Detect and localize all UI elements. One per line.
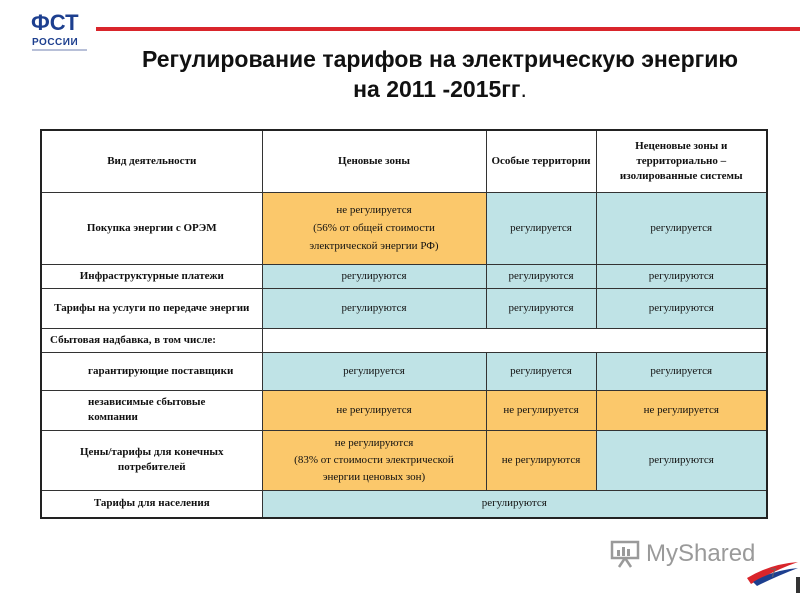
cell-guarantee-special: регулируется [486,352,596,390]
cell-independent-special: не регулируется [486,390,596,430]
table-header-row [41,130,767,192]
cell-infra-nonprice: регулируются [596,264,767,288]
cell-transfer-nonprice: регулируются [596,288,767,328]
cell-population-all: регулируются [262,490,767,518]
header-non-price-zones: Неценовые зоны и территориально – изолированные системы [596,130,767,192]
row-label-guarantee: гарантирующие поставщики [41,352,262,390]
row-label-orem: Покупка энергии с ОРЭМ [41,192,262,264]
cell-infra-special: регулируются [486,264,596,288]
cell-text: (56% от общей стоимости [313,221,435,234]
cell-final-price-zones [262,430,486,490]
edge-bar-decoration [796,577,800,593]
cell-text: не регулируется [336,203,412,216]
table-row [41,264,767,288]
row-label-population: Тарифы для населения [41,490,262,518]
cell-final-special: не регулируются [486,430,596,490]
row-label-markup: Сбытовая надбавка, в том числе: [41,328,262,352]
row-label-independent: независимые сбытовые компании [41,390,262,430]
cell-text: (83% от стоимости электрической [294,453,454,466]
cell-independent-nonprice: не регулируется [596,390,767,430]
table-row [41,192,767,264]
header-special-territories: Особые территории [486,130,596,192]
table-row [41,490,767,518]
table-row [41,430,767,490]
logo-line1: ФСТ [31,10,79,35]
myshared-watermark [608,536,768,576]
logo-line2: РОССИИ [32,37,79,48]
cell-transfer-price-zones: регулируются [262,288,486,328]
presentation-board-icon [610,538,640,568]
table-row [41,328,767,352]
slide-title: Регулирование тарифов на электрическую энергию на 2011 -2015гг. [60,44,800,104]
watermark-text: MyShared [646,540,756,567]
tariff-table [40,129,768,519]
title-line2: на 2011 -2015гг [353,76,521,102]
cell-transfer-special: регулируются [486,288,596,328]
cell-final-nonprice: регулируются [596,430,767,490]
row-label-transfer: Тарифы на услуги по передаче энергии [41,288,262,328]
cell-orem-price-zones [262,192,486,264]
cell-text: не регулируются [334,436,414,449]
cell-text: энергии ценовых зон) [322,470,426,483]
cell-orem-special: регулируется [486,192,596,264]
cell-infra-price-zones: регулируются [262,264,486,288]
cell-guarantee-price-zones: регулируется [262,352,486,390]
row-label-infra: Инфраструктурные платежи [41,264,262,288]
cell-markup-empty [262,328,767,352]
cell-orem-nonprice: регулируется [596,192,767,264]
row-label-final: Цены/тарифы для конечных потребителей [41,430,262,490]
page-number: 7 [770,566,777,580]
cell-guarantee-nonprice: регулируется [596,352,767,390]
cell-text: электрической энергии РФ) [309,239,439,252]
table-row [41,390,767,430]
header-activity: Вид деятельности [41,130,262,192]
table-row [41,352,767,390]
title-line1: Регулирование тарифов на электрическую энергию [142,46,738,72]
table-row [41,288,767,328]
header-red-bar [96,27,800,31]
header-price-zones: Ценовые зоны [262,130,486,192]
cell-independent-price-zones: не регулируется [262,390,486,430]
